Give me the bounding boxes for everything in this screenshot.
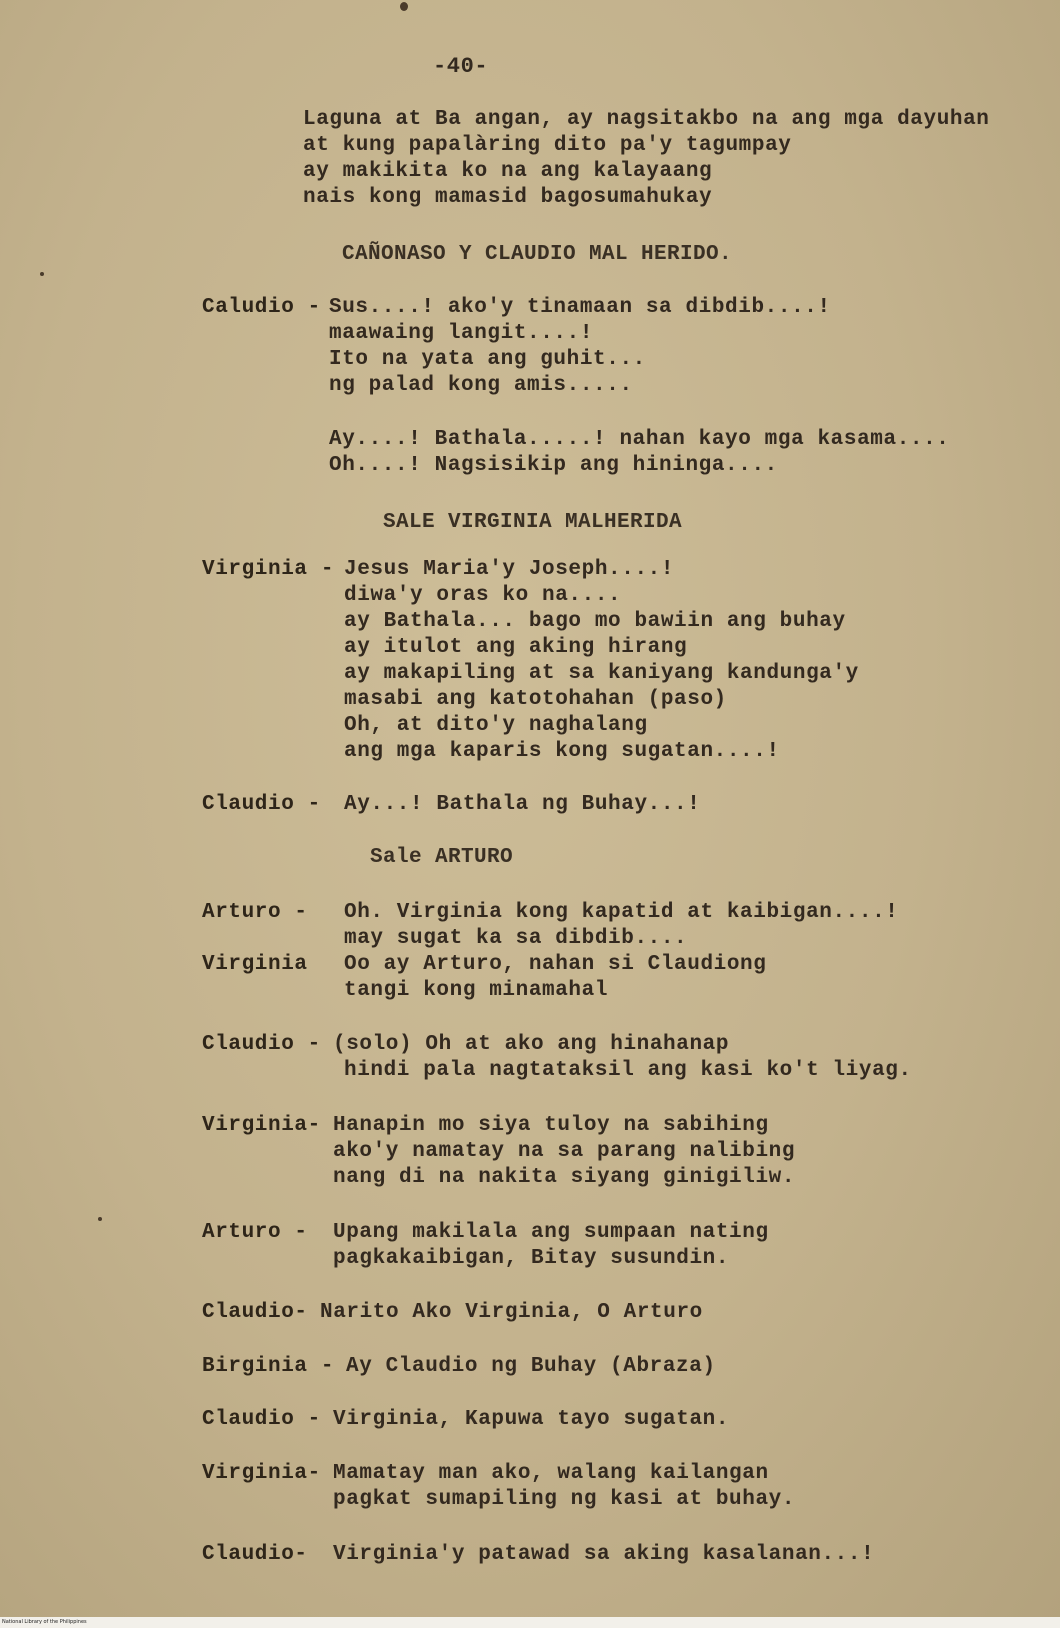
- ink-speck: [40, 272, 44, 276]
- dialogue-line: (solo) Oh at ako ang hinahanap: [333, 1033, 730, 1056]
- speaker-label: Claudio -: [202, 1408, 321, 1431]
- dialogue-line: ako'y namatay na sa parang nalibing: [333, 1140, 796, 1163]
- speaker-label: Claudio-: [202, 1543, 308, 1566]
- dialogue-line: Virginia, Kapuwa tayo sugatan.: [333, 1408, 730, 1431]
- dialogue-line: Ay....! Bathala.....! nahan kayo mga kasama....: [329, 428, 950, 451]
- dialogue-line: diwa'y oras ko na....: [344, 584, 622, 607]
- dialogue-line: hindi pala nagtataksil ang kasi ko't liyag.: [344, 1059, 912, 1082]
- dialogue-line: Jesus Maria'y Joseph....!: [344, 558, 675, 581]
- stage-direction: Sale ARTURO: [370, 846, 514, 869]
- speaker-label: Virginia-: [202, 1114, 321, 1137]
- page-number: -40-: [433, 54, 489, 79]
- dialogue-line: Ay Claudio ng Buhay (Abraza): [346, 1355, 716, 1378]
- dialogue-line: ng palad kong amis.....: [329, 374, 633, 397]
- dialogue-line: Narito Ako Virginia, O Arturo: [320, 1301, 703, 1324]
- verse-line: at kung papalàring dito pa'y tagumpay: [303, 134, 792, 157]
- speaker-label: Virginia: [202, 953, 308, 976]
- verse-line: ay makikita ko na ang kalayaang: [303, 160, 713, 183]
- verse-line: nais kong mamasid bagosumahukay: [303, 186, 713, 209]
- speaker-label: Caludio -: [202, 296, 321, 319]
- dialogue-line: ang mga kaparis kong sugatan....!: [344, 740, 780, 763]
- stage-direction: SALE VIRGINIA MALHERIDA: [383, 511, 683, 534]
- dialogue-line: Ay...! Bathala ng Buhay...!: [344, 793, 701, 816]
- ink-speck: [400, 2, 408, 11]
- dialogue-line: pagkat sumapiling ng kasi at buhay.: [333, 1488, 796, 1511]
- dialogue-line: ay Bathala... bago mo bawiin ang buhay: [344, 610, 846, 633]
- speaker-label: Arturo -: [202, 1221, 308, 1244]
- dialogue-line: Hanapin mo siya tuloy na sabihing: [333, 1114, 769, 1137]
- dialogue-line: masabi ang katotohahan (paso): [344, 688, 727, 711]
- speaker-label: Arturo -: [202, 901, 308, 924]
- dialogue-line: Upang makilala ang sumpaan nating: [333, 1221, 769, 1244]
- dialogue-line: nang di na nakita siyang ginigiliw.: [333, 1166, 796, 1189]
- verse-line: Laguna at Ba angan, ay nagsitakbo na ang mga dayuhan: [303, 108, 990, 131]
- dialogue-line: ay makapiling at sa kaniyang kandunga'y: [344, 662, 859, 685]
- dialogue-line: pagkakaibigan, Bitay susundin.: [333, 1247, 730, 1270]
- ink-speck: [98, 1217, 102, 1221]
- dialogue-line: tangi kong minamahal: [344, 979, 609, 1002]
- footer-strip: [0, 1617, 1060, 1628]
- dialogue-line: Mamatay man ako, walang kailangan: [333, 1462, 769, 1485]
- dialogue-line: Oh. Virginia kong kapatid at kaibigan....!: [344, 901, 899, 924]
- dialogue-line: Sus....! ako'y tinamaan sa dibdib....!: [329, 296, 831, 319]
- dialogue-line: Oh, at dito'y naghalang: [344, 714, 648, 737]
- dialogue-line: may sugat ka sa dibdib....: [344, 927, 688, 950]
- dialogue-line: Ito na yata ang guhit...: [329, 348, 646, 371]
- dialogue-line: ay itulot ang aking hirang: [344, 636, 688, 659]
- stage-direction: CAÑONASO Y CLAUDIO MAL HERIDO.: [342, 243, 733, 266]
- dialogue-line: Virginia'y patawad sa aking kasalanan...!: [333, 1543, 875, 1566]
- dialogue-line: maawaing langit....!: [329, 322, 594, 345]
- speaker-label: Birginia -: [202, 1355, 335, 1378]
- dialogue-line: Oo ay Arturo, nahan si Claudiong: [344, 953, 767, 976]
- speaker-label: Claudio -: [202, 793, 321, 816]
- speaker-label: Virginia-: [202, 1462, 321, 1485]
- speaker-label: Virginia -: [202, 558, 335, 581]
- speaker-label: Claudio -: [202, 1033, 321, 1056]
- library-credit: National Library of the Philippines: [2, 1619, 87, 1625]
- speaker-label: Claudio-: [202, 1301, 308, 1324]
- dialogue-line: Oh....! Nagsisikip ang hininga....: [329, 454, 778, 477]
